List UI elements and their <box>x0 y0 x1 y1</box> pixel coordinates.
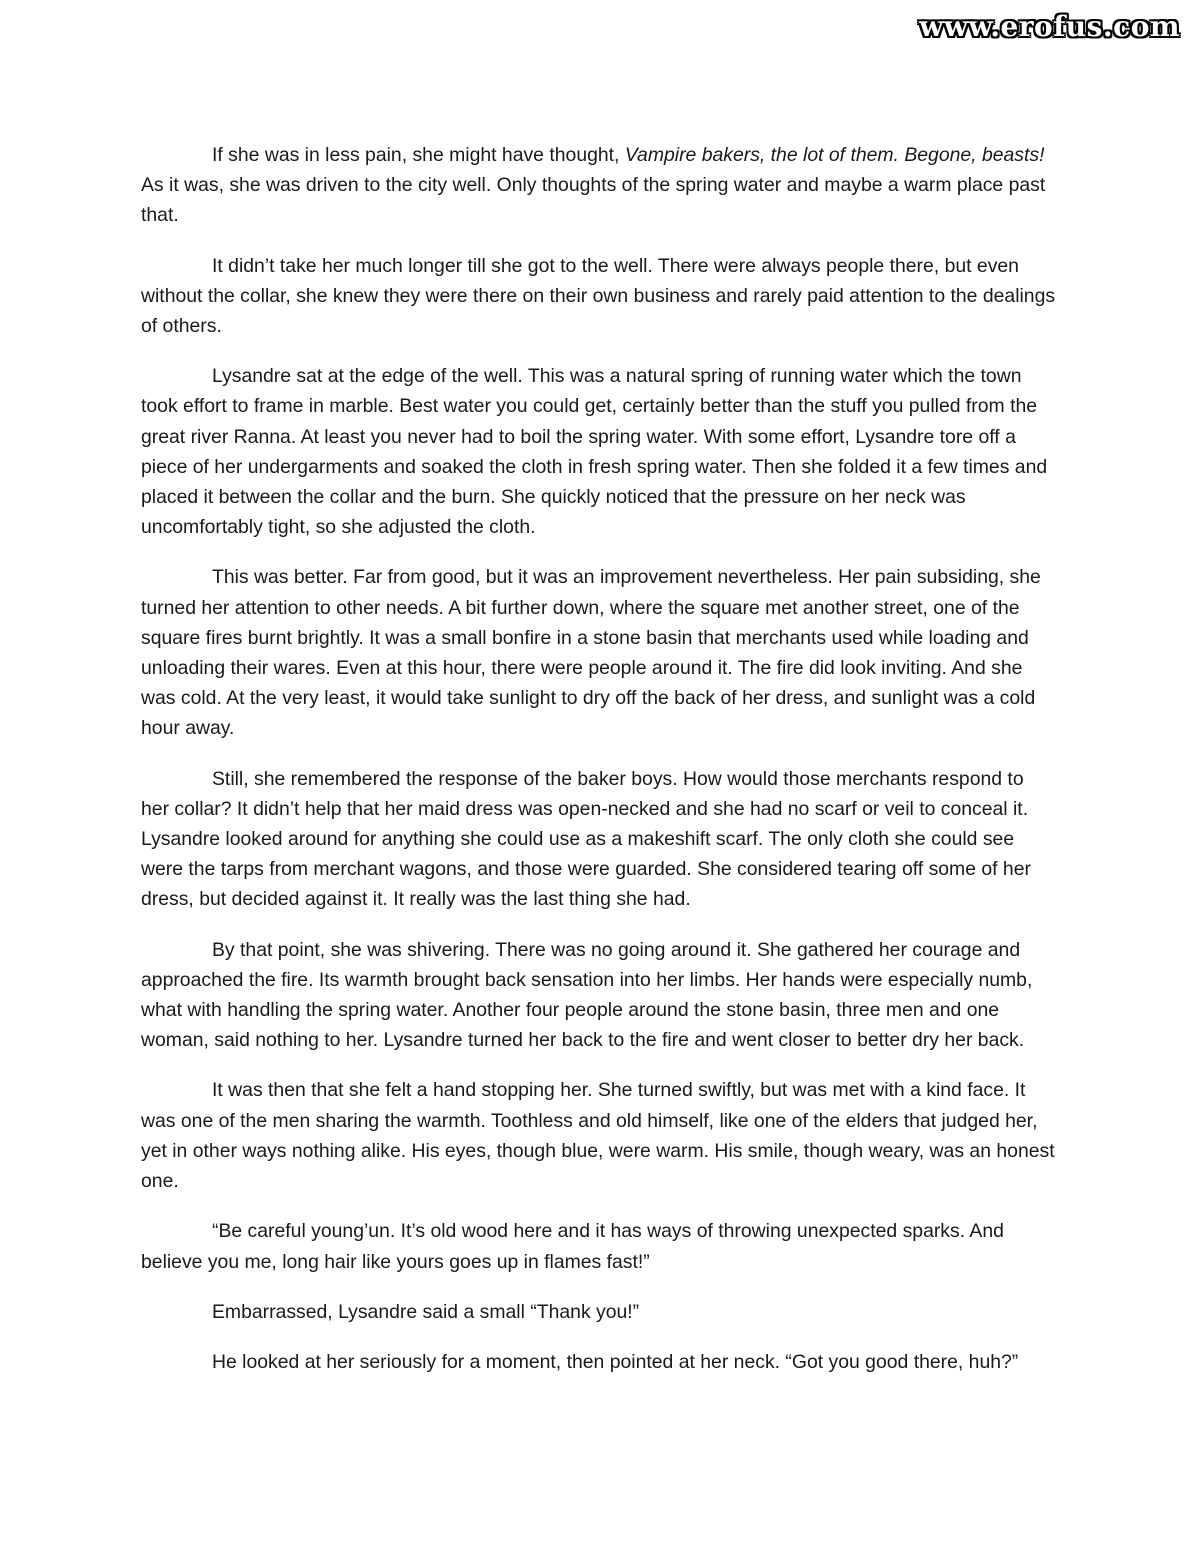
paragraph-9: Embarrassed, Lysandre said a small “Thank you!” <box>212 1300 640 1323</box>
paragraph-1-italic: Vampire bakers, the lot of them. Begone, beasts! <box>624 144 1045 166</box>
paragraph-10: He looked at her seriously for a moment, then pointed at her neck. “Got you good there, huh?” <box>212 1350 1019 1373</box>
paragraph-2: It didn’t take her much longer till she got to the well. There were always people there, but even without the collar, she knew they were there on their own business and rarely paid attention to the dealings of others. <box>141 254 1056 338</box>
paragraph-7: It was then that she felt a hand stopping her. She turned swiftly, but was met with a kind face. It was one of the men sharing the warmth. Toothless and old himself, like one of the elders that judged her, yet in other ways nothing alike. His eyes, though blue, were warm. His smile, though weary, was an honest one. <box>141 1079 1055 1193</box>
paragraph-3: Lysandre sat at the edge of the well. This was a natural spring of running water which the town took effort to frame in marble. Best water you could get, certainly better than the stuff you pulled from the great river Ranna. At least you never had to boil the spring water. With some effort, Lysandre tore off a piece of her undergarments and soaked the cloth in fresh spring water. Then she folded it a few times and placed it between the collar and the burn. She quickly noticed that the pressure on her neck was uncomfortably tight, so she adjusted the cloth. <box>141 365 1048 539</box>
paragraph-6: By that point, she was shivering. There was no going around it. She gathered her courage and approached the fire. Its warmth brought back sensation into her limbs. Her hands were especially numb, what with handling the spring water. Another four people around the stone basin, three men and one woman, said nothing to her. Lysandre turned her back to the fire and went closer to better dry her back. <box>141 938 1033 1052</box>
paragraph-5: Still, she remembered the response of the baker boys. How would those merchants respond to her collar? It didn’t help that her maid dress was open-necked and she had no scarf or veil to conceal it. Lysandre looked around for anything she could use as a makeshift scarf. The only cloth she could see were the tarps from merchant wagons, and those were guarded. She considered tearing off some of her dress, but decided against it. It really was the last thing she had. <box>141 767 1031 911</box>
document-page <box>141 140 1057 1397</box>
paragraph-1-text-after: As it was, she was driven to the city well. Only thoughts of the spring water and maybe a warm place past that. <box>141 174 1046 227</box>
paragraph-1-text: If she was in less pain, she might have thought, <box>212 144 625 166</box>
paragraph-4: This was better. Far from good, but it was an improvement nevertheless. Her pain subsiding, she turned her attention to other needs. A bit further down, where the square met another street, one of the square fires burnt brightly. It was a small bonfire in a stone basin that merchants used while loading and unloading their wares. Even at this hour, there were people around it. The fire did look inviting. And she was cold. At the very least, it would take sunlight to dry off the back of her dress, and sunlight was a cold hour away. <box>141 566 1041 740</box>
watermark: www.erofus.com <box>919 10 1180 43</box>
paragraph-1 <box>141 140 1057 231</box>
paragraph-8: “Be careful young’un. It’s old wood here and it has ways of throwing unexpected sparks. And believe you me, long hair like yours goes up in flames fast!” <box>141 1220 1004 1273</box>
